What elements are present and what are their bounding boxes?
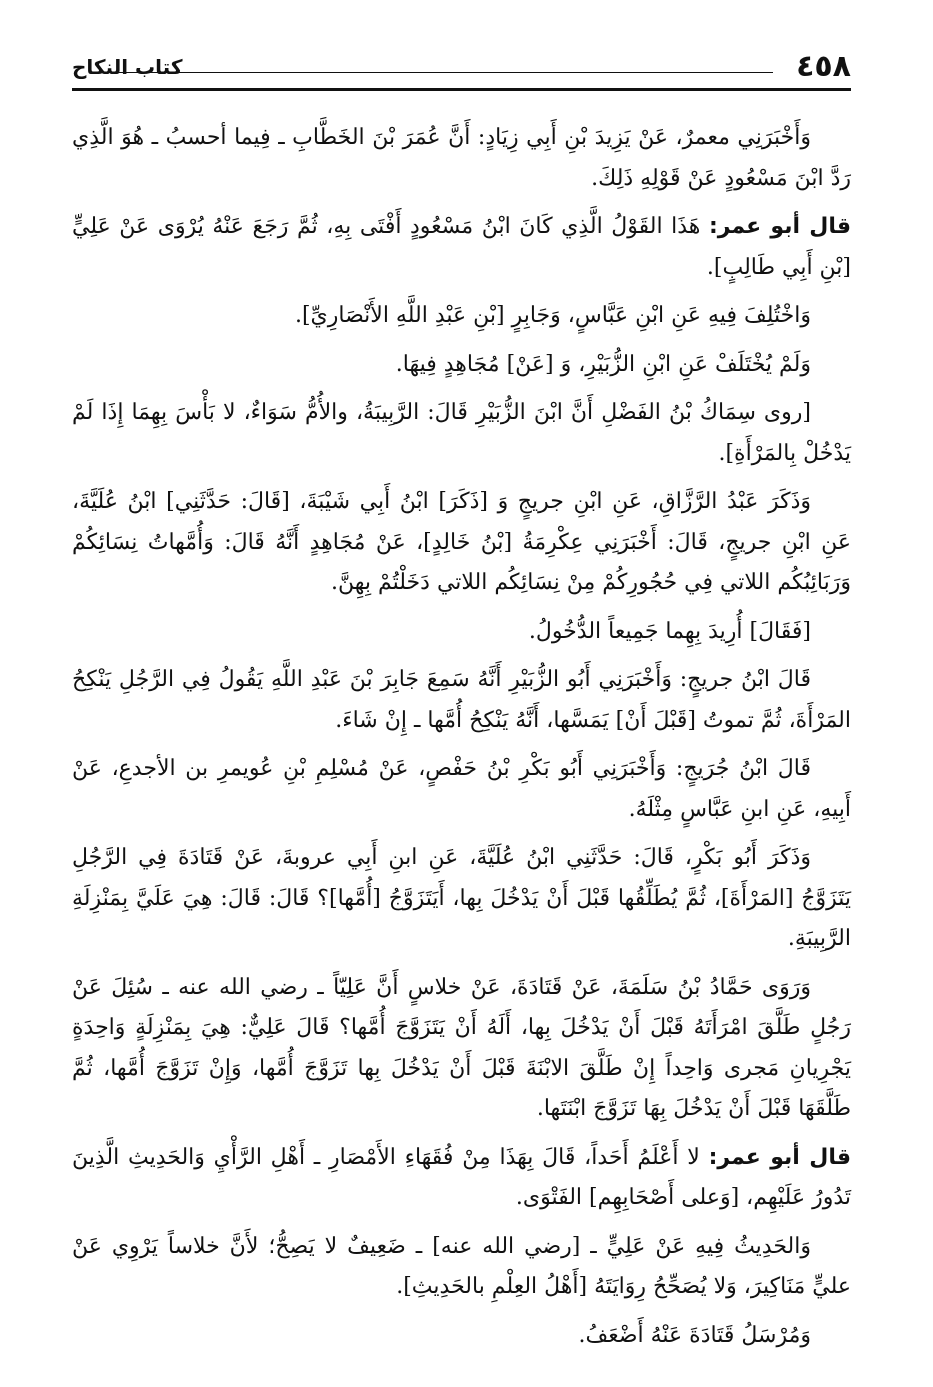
paragraph bbox=[72, 207, 851, 288]
paragraph-text: وَمُرْسَلُ قَتَادَةَ عَنْهُ أَضْعَفُ. bbox=[578, 1322, 811, 1348]
paragraph bbox=[72, 345, 851, 386]
paragraph bbox=[72, 1138, 851, 1219]
paragraph bbox=[72, 482, 851, 604]
paragraph-text: وَذَكَرَ أَبُو بَكْرٍ، قَالَ: حَدَّثَنِي ابْنُ عُلَيَّةَ، عَنِ ابنِ أَبِي عروبةَ، عَنْ قَتَادَةَ فِي الرَّجُلِ يَتَزَوَّجُ [المَرْأَةَ]، ثُمَّ يُطَلِّقُها قَبْلَ أَنْ يَدْخُلَ بِها، أَيَتَزَوَّجُ [أُمَّها]؟ قَالَ: قَالَ: هِيَ عَلَيَّ بِمَنْزِلَةِ الرَّبِيبَةِ. bbox=[72, 845, 851, 951]
header-rule bbox=[72, 88, 851, 91]
paragraph-text: وَلَمْ يُخْتَلَفْ عَنِ ابْنِ الزُّبَيْرِ، وَ [عَنْ] مُجَاهِدٍ فِيهَا. bbox=[395, 351, 811, 377]
paragraph-text: هَذَا القَوْلُ الَّذِي كَانَ ابْنُ مَسْعُودٍ أَفْتَى بِهِ، ثُمَّ رَجَعَ عَنْهُ يُرْوَى عَنْ عَلِيٍّ [بْنِ أَبِي طَالِبٍ]. bbox=[72, 214, 851, 280]
paragraph bbox=[72, 968, 851, 1130]
paragraph bbox=[72, 296, 851, 337]
paragraph bbox=[72, 393, 851, 474]
paragraph bbox=[72, 749, 851, 830]
book-title: كتاب النكاح bbox=[72, 55, 183, 79]
paragraph bbox=[72, 1316, 851, 1357]
page-body bbox=[72, 118, 851, 1364]
paragraph-text: وَاخْتُلِفَ فِيهِ عَنِ ابْنِ عَبَّاسٍ، وَجَابِرٍ [بْنِ عَبْدِ اللَّهِ الأَنْصَارِيِّ]. bbox=[294, 303, 811, 328]
page-number: ٤٥٨ bbox=[796, 49, 851, 84]
paragraph-text: [فَقَالَ] أُرِيدَ بِهِما جَمِيعاً الدُّخُولُ. bbox=[528, 618, 811, 644]
paragraph bbox=[72, 612, 851, 653]
paragraph-text: لا أَعْلَمُ أَحَداً، قَالَ بِهَذَا مِنْ فُقَهَاءِ الأَمْصَارِ ـ أَهْلِ الرَّأْيِ وَالحَدِيثِ الَّذِينَ تَدُورُ عَلَيْهِم، [وَعلى أَصْحَابِهِم] الفَتْوَى. bbox=[72, 1144, 851, 1210]
paragraph-text: [روى سِمَاكُ بْنُ الفَضْلِ أَنَّ ابْنَ الزُّبَيْرِ قَالَ: الرَّبِيبَةُ، والأُمُّ سَوَاءٌ، لا بَأْسَ بِهِمَا إِذَا لَمْ يَدْخُلْ بِالمَرْأَةِ]. bbox=[72, 400, 851, 466]
paragraph-text: وَرَوَى حَمَّادُ بْنُ سَلَمَةَ، عَنْ قَتَادَةَ، عَنْ خلاسٍ أَنَّ عَلِيّاً ـ رضي الله عنه ـ سُئِلَ عَنْ رَجُلٍ طَلَّقَ امْرَأَتَهُ قَبْلَ أَنْ يَدْخُلَ بِها، أَلَهُ أَنْ يَتَزَوَّجَ أُمَّها؟ قَالَ عَلِيٌّ: هِيَ بِمَنْزِلَةٍ وَاحِدَةٍ يَجْرِيانِ مَجرى وَاحِداً إِنْ طَلَّقَ الابْنَةَ قَبْلَ أَنْ يَدْخُلَ بِها تَزَوَّجَ أُمَّها، وَإِنْ تَزَوَّجَ أُمَّها، ثُمَّ طَلَّقَهَا قَبْلَ أَنْ يَدْخُلَ بِهَا تَزَوَّجَ ابْنَتَها. bbox=[72, 974, 851, 1121]
paragraph bbox=[72, 1227, 851, 1308]
speaker-label: قال أبو عمر: bbox=[708, 214, 851, 239]
paragraph bbox=[72, 118, 851, 199]
paragraph-text: وَأَخْبَرَنِي معمرٌ، عَنْ يَزِيدَ بْنِ أَبِي زِيَادٍ: أَنَّ عُمَرَ بْنَ الخَطَّابِ ـ فِيما أحسبُ ـ هُوَ الَّذِي رَدَّ ابْنَ مَسْعُودٍ عَنْ قَوْلِهِ ذَلِكَ. bbox=[72, 125, 851, 191]
paragraph-text: قَالَ ابْنُ جُرَيجٍ: وَأَخْبَرَنِي أَبُو بَكْرِ بْنُ حَفْصٍ، عَنْ مُسْلِمِ بْنِ عُويمرِ بن الأجدعِ، عَنْ أَبِيهِ، عَنِ ابنِ عَبَّاسٍ مِثْلَهُ. bbox=[72, 756, 851, 822]
speaker-label: قال أبو عمر: bbox=[708, 1144, 852, 1170]
page-header bbox=[72, 50, 851, 90]
paragraph-text: وَالحَدِيثُ فِيهِ عَنْ عَلِيٍّ ـ [رضي الله عنه] ـ ضَعِيفٌ لا يَصِحُّ؛ لأَنَّ خلاساً يَرْوِي عَنْ عليٍّ مَنَاكِيرَ، وَلا يُصَحِّحُ رِوَايَتَهُ [أَهْلُ العِلْمِ بالحَدِيثِ]. bbox=[72, 1233, 851, 1299]
paragraph-text: وَذَكَرَ عَبْدُ الرَّزَّاقِ، عَنِ ابْنِ جريجٍ وَ [ذَكَرَ] ابْنُ أَبِي شَيْبَةَ، [قَالَ: حَدَّثَنِي] ابْنُ عُلَيَّةَ، عَنِ ابْنِ جريجٍ، قَالَ: أَخْبَرَنِي عِكْرِمَةُ [بْنُ خَالِدٍ]، عَنْ مُجَاهِدٍ أَنَّهُ قَالَ: وَأُمَّهاتُ نِسَائِكُمْ وَرَبَائِبُكُم اللاتي فِي حُجُورِكُمْ مِنْ نِسَائِكُم اللاتي دَخَلْتُمْ بِهِنَّ. bbox=[72, 489, 851, 595]
header-rule-thin bbox=[110, 72, 773, 73]
paragraph bbox=[72, 660, 851, 741]
paragraph-text: قَالَ ابْنُ جريجٍ: وَأَخْبَرَنِي أَبُو الزُّبَيْرِ أَنَّهُ سَمِعَ جَابِرَ بْنَ عَبْدِ اللَّهِ يَقُولُ فِي الرَّجُلِ يَنْكِحُ المَرْأَةَ، ثُمَّ تموتُ [قَبْلَ أَنْ] يَمَسَّها، أَنَّهُ يَنْكِحُ أُمَّها ـ إِنْ شَاءَ. bbox=[72, 667, 851, 733]
paragraph bbox=[72, 838, 851, 960]
